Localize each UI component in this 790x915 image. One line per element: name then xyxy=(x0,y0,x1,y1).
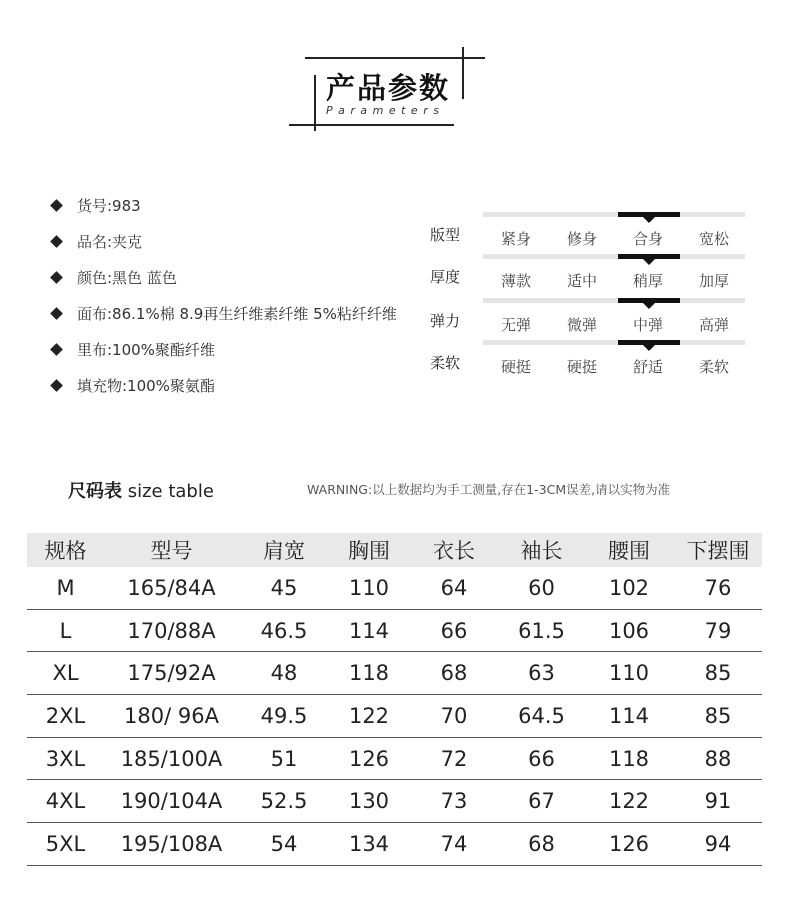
info-item xyxy=(48,265,177,289)
table-cell: 110 xyxy=(608,661,650,686)
info-item xyxy=(48,229,142,253)
table-cell: 64 xyxy=(440,575,468,600)
table-cell: 4XL xyxy=(45,789,86,814)
info-text: 填充物:100%聚氨酯 xyxy=(77,376,215,395)
table-cell: 91 xyxy=(704,789,732,814)
info-item xyxy=(48,337,215,361)
table-cell: 61.5 xyxy=(518,618,565,643)
table-cell: 122 xyxy=(348,703,390,728)
attr-option: 高弹 xyxy=(698,316,729,334)
attr-option-selected: 中弹 xyxy=(632,316,663,334)
attr-row-fit xyxy=(430,212,745,252)
table-cell: 52.5 xyxy=(260,789,308,814)
table-cell: 126 xyxy=(348,746,390,771)
info-text: 货号:983 xyxy=(77,196,141,215)
info-text: 面布:86.1%棉 8.9再生纤维素纤维 5%粘纤纤维 xyxy=(77,304,397,323)
table-cell: 51 xyxy=(270,746,298,771)
attr-marker-icon xyxy=(643,303,655,309)
table-row xyxy=(27,652,762,695)
table-cell: 45 xyxy=(270,575,298,600)
diamond-bullet-icon xyxy=(50,271,63,284)
table-cell: 72 xyxy=(440,746,468,771)
header-line-top xyxy=(305,57,485,59)
attr-option: 柔软 xyxy=(698,358,729,376)
table-cell: 126 xyxy=(608,831,650,856)
header-line-vertical-right xyxy=(462,47,464,99)
attr-bar xyxy=(483,212,745,248)
table-cell: 185/100A xyxy=(120,746,223,771)
table-cell: 76 xyxy=(704,575,732,600)
diamond-bullet-icon xyxy=(50,235,63,248)
attr-label: 弹力 xyxy=(430,312,461,330)
table-cell: L xyxy=(59,618,72,643)
attr-option: 紧身 xyxy=(500,230,531,248)
table-cell: 66 xyxy=(528,746,555,771)
info-text: 品名:夹克 xyxy=(77,232,143,251)
info-item xyxy=(48,373,215,397)
attr-option-selected: 稍厚 xyxy=(632,272,663,290)
table-header-cell: 规格 xyxy=(44,539,87,563)
diamond-bullet-icon xyxy=(50,307,63,320)
info-text: 里布:100%聚酯纤维 xyxy=(77,340,215,359)
attr-option: 宽松 xyxy=(698,230,729,248)
table-cell: 67 xyxy=(528,789,555,814)
table-cell: 195/108A xyxy=(120,831,223,856)
attr-label: 柔软 xyxy=(430,354,461,372)
size-table-title-en: size table xyxy=(122,481,214,502)
table-cell: 68 xyxy=(528,831,555,856)
table-cell: 190/104A xyxy=(120,789,223,814)
table-cell: 114 xyxy=(348,618,390,643)
table-cell: 85 xyxy=(704,703,732,728)
table-cell: 114 xyxy=(608,703,650,728)
table-cell: 74 xyxy=(440,831,468,856)
table-row xyxy=(27,695,762,738)
attr-label: 厚度 xyxy=(430,268,461,286)
measurement-warning: WARNING:以上数据均为手工测量,存在1-3CM误差,请以实物为准 xyxy=(307,482,671,497)
table-header-cell: 胸围 xyxy=(348,539,390,563)
attr-label: 版型 xyxy=(430,226,461,244)
attr-marker-icon xyxy=(643,259,655,265)
table-header-cell: 下摆围 xyxy=(686,539,750,563)
attr-option-selected: 合身 xyxy=(632,230,663,248)
attr-option: 无弹 xyxy=(500,316,531,334)
table-cell: 54 xyxy=(270,831,298,856)
table-cell: XL xyxy=(52,661,79,686)
info-item xyxy=(48,193,141,217)
page-subtitle: Parameters xyxy=(326,104,445,117)
table-cell: 48 xyxy=(270,661,298,686)
table-cell: 85 xyxy=(704,661,732,686)
attr-marker-icon xyxy=(643,217,655,223)
table-row xyxy=(27,567,762,610)
attr-row-softness xyxy=(430,340,745,380)
attr-option: 修身 xyxy=(566,230,597,248)
attr-option: 适中 xyxy=(566,272,597,290)
table-cell: 73 xyxy=(440,789,468,814)
diamond-bullet-icon xyxy=(50,343,63,356)
header-line-vertical-left xyxy=(314,75,316,131)
table-cell: 49.5 xyxy=(260,703,308,728)
size-table xyxy=(27,533,762,866)
table-header-cell: 衣长 xyxy=(433,539,475,563)
header-line-bottom xyxy=(289,124,454,126)
info-text: 颜色:黑色 蓝色 xyxy=(77,268,177,287)
table-cell: 70 xyxy=(440,703,468,728)
table-cell: 79 xyxy=(704,618,732,643)
attr-marker-icon xyxy=(643,345,655,351)
table-cell: 134 xyxy=(348,831,390,856)
size-table-title xyxy=(68,477,214,503)
table-header-cell: 型号 xyxy=(150,539,193,563)
attr-option-selected: 舒适 xyxy=(632,358,663,376)
attr-bar xyxy=(483,340,745,376)
table-cell: 118 xyxy=(608,746,650,771)
table-cell: 106 xyxy=(608,618,650,643)
table-cell: 102 xyxy=(608,575,650,600)
attr-option: 加厚 xyxy=(698,272,729,290)
table-cell: 63 xyxy=(528,661,555,686)
table-cell: M xyxy=(56,575,75,600)
table-cell: 2XL xyxy=(45,703,86,728)
diamond-bullet-icon xyxy=(50,199,63,212)
table-header-cell: 腰围 xyxy=(608,539,650,563)
table-cell: 175/92A xyxy=(127,661,216,686)
page-title: 产品参数 xyxy=(326,71,451,105)
table-cell: 66 xyxy=(440,618,468,643)
info-item xyxy=(48,301,397,325)
attr-option: 硬挺 xyxy=(500,358,531,376)
table-cell: 3XL xyxy=(45,746,86,771)
attr-option: 微弹 xyxy=(566,316,597,334)
attr-row-thickness xyxy=(430,254,745,294)
attr-row-elasticity xyxy=(430,298,745,338)
table-header-cell: 肩宽 xyxy=(263,539,305,563)
table-cell: 180/ 96A xyxy=(124,703,219,728)
attr-option: 硬挺 xyxy=(566,358,597,376)
table-cell: 64.5 xyxy=(518,703,565,728)
diamond-bullet-icon xyxy=(50,379,63,392)
table-cell: 5XL xyxy=(45,831,86,856)
table-cell: 165/84A xyxy=(127,575,216,600)
table-row xyxy=(27,738,762,781)
attr-bar xyxy=(483,298,745,334)
table-row xyxy=(27,610,762,653)
attr-bar xyxy=(483,254,745,290)
table-header-row xyxy=(27,533,762,567)
table-cell: 88 xyxy=(704,746,732,771)
table-row xyxy=(27,823,762,866)
table-row xyxy=(27,780,762,823)
size-table-title-zh: 尺码表 xyxy=(68,481,122,502)
table-cell: 118 xyxy=(348,661,390,686)
table-cell: 130 xyxy=(348,789,390,814)
table-cell: 170/88A xyxy=(127,618,216,643)
table-cell: 46.5 xyxy=(260,618,308,643)
attr-option: 薄款 xyxy=(500,272,531,290)
table-header-cell: 袖长 xyxy=(520,539,563,563)
table-cell: 110 xyxy=(348,575,390,600)
table-cell: 60 xyxy=(528,575,555,600)
table-cell: 68 xyxy=(440,661,468,686)
table-cell: 122 xyxy=(608,789,650,814)
table-cell: 94 xyxy=(704,831,732,856)
